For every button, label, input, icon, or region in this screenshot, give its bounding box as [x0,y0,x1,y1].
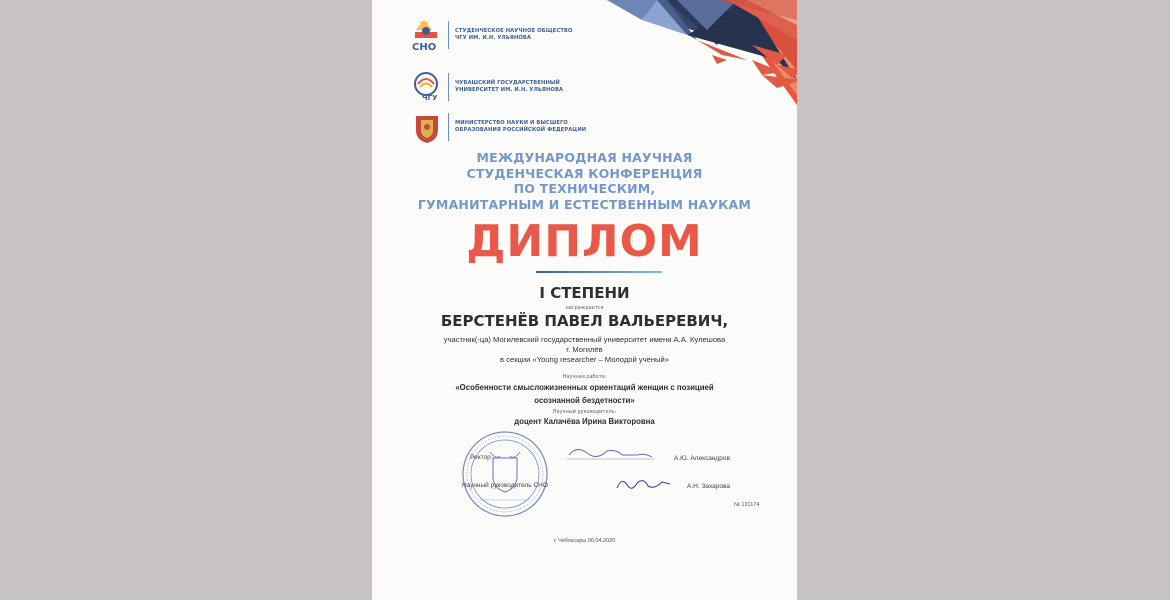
supervisor-label: Научный руководитель: [552,409,617,415]
chgu-badge: ЧГУ [422,94,438,102]
work-title-line1: «Особенности смысложизненных ориентаций женщин с позицией [455,383,714,392]
rector-name: А.Ю. Александров [674,455,730,462]
supervisor-sno-role: Научный руководитель СНО [462,482,548,489]
conference-line: ПО ТЕХНИЧЕСКИМ, [513,181,656,196]
chgu-logo-icon [410,70,444,104]
chgu-logo-text: ЧУВАШСКИЙ ГОСУДАРСТВЕННЫЙ УНИВЕРСИТЕТ ИМ. И.Н. УЛЬЯНОВА [455,80,564,93]
official-stamp-seal [460,430,550,518]
divider [448,113,449,141]
diploma-page [372,0,797,600]
work-label: Научная работа: [562,374,607,380]
sno-logo-text: СТУДЕНЧЕСКОЕ НАУЧНОЕ ОБЩЕСТВО ЧГУ ИМ. И.Н. УЛЬЯНОВА [455,28,573,41]
conference-line: ГУМАНИТАРНЫМ И ЕСТЕСТВЕННЫМ НАУКАМ [417,196,752,212]
diploma-title: ДИПЛОМ [466,216,703,267]
conference-line: МЕЖДУНАРОДНАЯ НАУЧНАЯ [476,150,693,165]
document-number: № 131174 [734,502,760,508]
recipient-name: БЕРСТЕНЁВ ПАВЕЛ ВАЛЬЕРЕВИЧ, [440,312,729,330]
divider [448,73,449,101]
work-title-line2: осознанной бездетности» [534,396,635,405]
ministry-logo-text: МИНИСТЕРСТВО НАУКИ И ВЫСШЕГО ОБРАЗОВАНИЯ РОССИЙСКОЙ ФЕДЕРАЦИИ [455,120,587,133]
supervisor-sno-name: А.Н. Захарова [687,483,731,490]
sno-logo-icon [410,18,444,52]
rector-role: Ректор [470,454,491,461]
rector-signature [567,443,657,465]
geometric-corner-decoration [547,0,797,105]
supervisor-sno-signature [614,474,674,496]
ministry-logo-block [410,110,586,144]
awarded-label: награждается [565,305,604,311]
chgu-logo-block [410,70,563,104]
conference-title [372,150,797,212]
participant-affiliation: участник(-ца) Могилевский государственный университет имени А.А. Кулешова [443,335,726,344]
degree-label: I СТЕПЕНИ [539,284,630,302]
coat-of-arms-icon [410,110,444,144]
divider [448,21,449,49]
sno-badge: СНО [412,42,437,53]
section-line: в секции «Young researcher – Молодой ученый» [500,355,669,364]
conference-line: СТУДЕНЧЕСКАЯ КОНФЕРЕНЦИЯ [466,165,703,181]
sno-logo-block [410,18,572,52]
participant-city: г. Могилёв [566,345,603,354]
footer-place-date: г. Чебоксары 06.04.2020 [553,538,616,544]
title-underline [536,271,662,273]
supervisor-name: доцент Калачёва Ирина Викторовна [514,417,655,426]
